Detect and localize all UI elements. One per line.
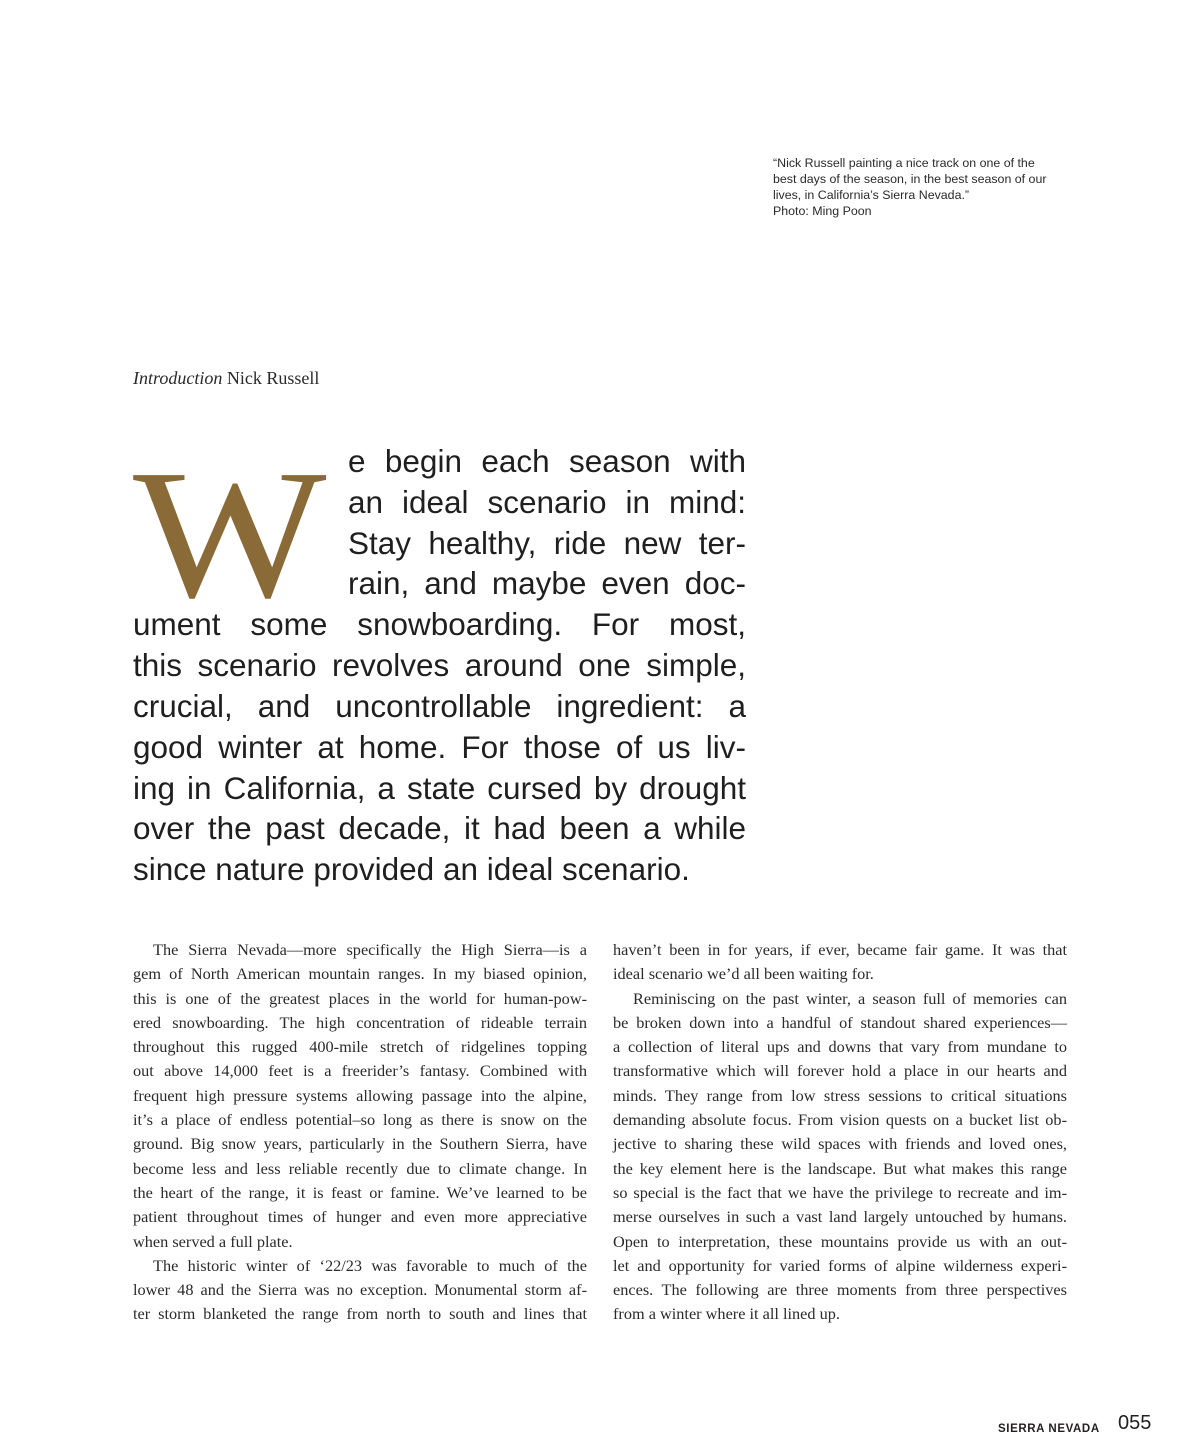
body-line: demanding absolute focus. From vision quests on a bucket list ob- — [613, 1110, 1067, 1130]
photo-caption — [773, 155, 1073, 219]
body-line: it’s a place of endless potential–so long as there is snow on the — [133, 1110, 587, 1130]
intro-line: over the past decade, it had been a while — [133, 810, 746, 846]
byline — [133, 368, 319, 389]
caption-line: lives, in California’s Sierra Nevada.” — [773, 188, 970, 202]
intro-paragraph — [133, 432, 746, 892]
intro-line: this scenario revolves around one simple, — [133, 647, 746, 683]
intro-line: Stay healthy, ride new ter- — [348, 525, 746, 561]
intro-line: an ideal scenario in mind: — [348, 484, 746, 520]
body-line: when served a full plate. — [133, 1231, 293, 1251]
body-line: ter storm blanketed the range from north to south and lines that — [133, 1304, 587, 1324]
caption-line: “Nick Russell painting a nice track on one of the — [773, 156, 1035, 170]
body-line: gem of North American mountain ranges. In my biased opinion, — [133, 964, 587, 984]
byline-label: Introduction — [133, 368, 223, 388]
body-column-1 — [133, 938, 587, 1327]
body-line: frequent high pressure systems allowing passage into the alpine, — [133, 1085, 587, 1105]
body-line: ences. The following are three moments from three perspectives — [613, 1280, 1067, 1300]
body-line: throughout this rugged 400-mile stretch of ridgelines topping — [133, 1037, 587, 1057]
body-line: haven’t been in for years, if ever, became fair game. It was that — [613, 940, 1067, 959]
body-line: jective to sharing these wild spaces with friends and loved ones, — [613, 1134, 1067, 1154]
intro-line: good winter at home. For those of us liv- — [133, 729, 746, 765]
body-line: ered snowboarding. The high concentration of rideable terrain — [133, 1012, 587, 1032]
body-line: Reminiscing on the past winter, a season full of memories can — [633, 988, 1067, 1008]
body-line: minds. They range from low stress sessions to critical situations — [613, 1085, 1067, 1105]
intro-line: since nature provided an ideal scenario. — [133, 851, 690, 887]
footer-section-name: SIERRA NEVADA — [998, 1423, 1100, 1435]
body-line: this is one of the greatest places in the world for human-pow- — [133, 988, 587, 1008]
body-column-2 — [613, 938, 1067, 1327]
body-line: so special is the fact that we have the privilege to recreate and im- — [613, 1182, 1067, 1202]
body-line: from a winter where it all lined up. — [613, 1304, 840, 1324]
intro-line: e begin each season with — [348, 443, 746, 479]
body-line: The historic winter of ‘22/23 was favorable to much of the — [153, 1255, 587, 1275]
body-line: become less and less reliable recently due to climate change. In — [133, 1158, 587, 1178]
body-line: let and opportunity for varied forms of alpine wilderness experi- — [613, 1255, 1067, 1275]
photo-credit: Photo: Ming Poon — [773, 204, 872, 218]
body-line: the heart of the range, it is feast or famine. We’ve learned to be — [133, 1182, 587, 1202]
body-line: The Sierra Nevada—more specifically the High Sierra—is a — [153, 940, 587, 959]
byline-author: Nick Russell — [226, 368, 320, 388]
intro-line: ument some snowboarding. For most, — [133, 606, 746, 642]
intro-line: rain, and maybe even doc- — [348, 565, 746, 601]
intro-line: crucial, and uncontrollable ingredient: a — [133, 688, 746, 724]
page-number: 055 — [1118, 1412, 1152, 1434]
body-line: Open to interpretation, these mountains provide us with an out- — [613, 1231, 1067, 1251]
caption-line: best days of the season, in the best season of our — [773, 172, 1047, 186]
body-line: out above 14,000 feet is a freerider’s fantasy. Combined with — [133, 1061, 587, 1081]
body-line: be broken down into a handful of standout shared experiences— — [613, 1012, 1067, 1032]
body-line: merse ourselves in such a vast land largely untouched by humans. — [613, 1207, 1067, 1227]
body-line: lower 48 and the Sierra was no exception. Monumental storm af- — [133, 1280, 587, 1300]
body-line: the key element here is the landscape. But what makes this range — [613, 1158, 1067, 1178]
body-line: ground. Big snow years, particularly in the Southern Sierra, have — [133, 1134, 587, 1154]
body-line: a collection of literal ups and downs that vary from mundane to — [613, 1037, 1067, 1057]
body-line: patient throughout times of hunger and even more appreciative — [133, 1207, 587, 1227]
drop-cap: W — [133, 432, 327, 637]
body-line: transformative which will forever hold a place in our hearts and — [613, 1061, 1067, 1081]
body-line: ideal scenario we’d all been waiting for. — [613, 964, 874, 984]
intro-line: ing in California, a state cursed by drought — [133, 770, 746, 806]
